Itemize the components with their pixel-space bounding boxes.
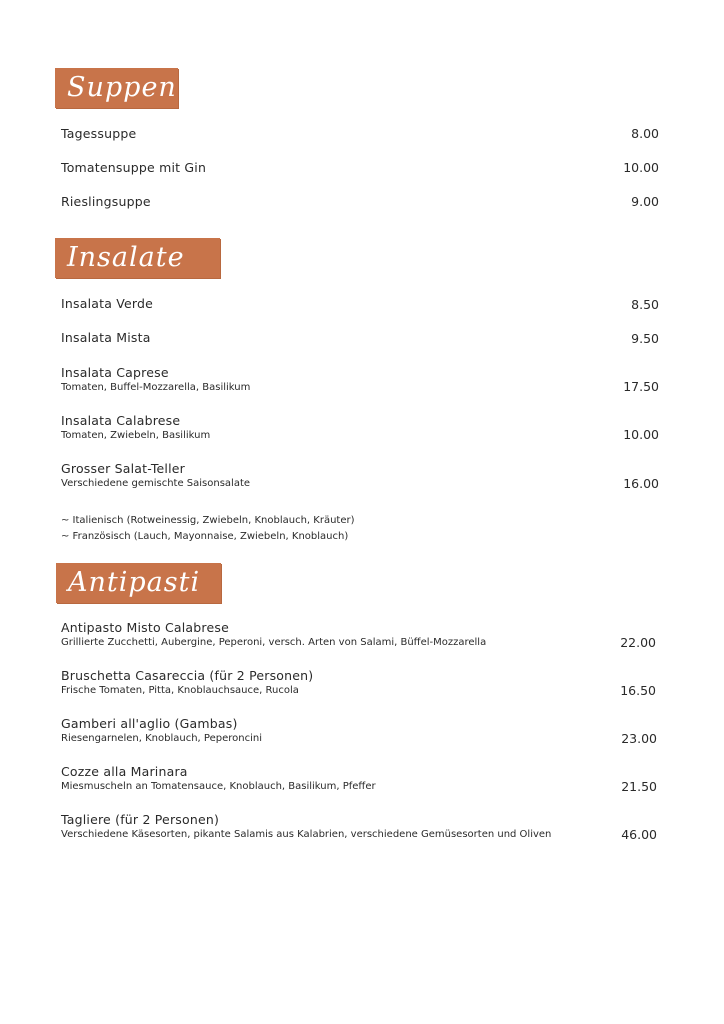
item-price: 46.00 (621, 827, 657, 842)
menu-item (61, 461, 659, 489)
item-description: Tomaten, Buffel-Mozzarella, Basilikum (61, 382, 251, 393)
item-name: Tagliere (für 2 Personen) (61, 812, 220, 827)
section-header-antipasti: Antipasti (56, 563, 221, 603)
dressing-note: ~ Französisch (Lauch, Mayonnaise, Zwiebeln, Knoblauch) (61, 531, 349, 542)
item-name: Insalata Mista (61, 330, 151, 345)
item-name: Gamberi all'aglio (Gambas) (61, 716, 238, 731)
item-name: Bruschetta Casareccia (für 2 Personen) (61, 668, 314, 683)
item-price: 21.50 (621, 779, 657, 794)
item-name: Antipasto Misto Calabrese (61, 620, 229, 635)
item-name: Cozze alla Marinara (61, 764, 188, 779)
item-description: Verschiedene Käsesorten, pikante Salamis aus Kalabrien, verschiedene Gemüsesorten und Oliven (61, 829, 552, 840)
item-description: Verschiedene gemischte Saisonsalate (61, 478, 251, 489)
item-description: Frische Tomaten, Pitta, Knoblauchsauce, Rucola (61, 685, 299, 696)
menu-item (61, 620, 659, 648)
item-price: 8.00 (631, 126, 659, 141)
section-header-insalate: Insalate (55, 238, 220, 278)
item-name: Tagessuppe (61, 126, 137, 141)
menu-item (61, 812, 659, 840)
item-name: Insalata Verde (61, 296, 154, 311)
menu-item (61, 668, 659, 696)
item-price: 8.50 (631, 297, 659, 312)
item-price: 16.50 (620, 683, 656, 698)
item-description: Riesengarnelen, Knoblauch, Peperoncini (61, 733, 262, 744)
item-name: Insalata Caprese (61, 365, 169, 380)
dressing-note: ~ Italienisch (Rotweinessig, Zwiebeln, Knoblauch, Kräuter) (61, 515, 355, 526)
menu-item (61, 365, 659, 393)
menu-item (61, 764, 659, 792)
menu-item (61, 160, 659, 175)
menu-item (61, 716, 659, 744)
item-name: Tomatensuppe mit Gin (61, 160, 207, 175)
item-price: 9.50 (631, 331, 659, 346)
item-price: 9.00 (631, 194, 659, 209)
item-price: 10.00 (623, 427, 659, 442)
item-price: 16.00 (623, 476, 659, 491)
item-name: Rieslingsuppe (61, 194, 151, 209)
section-header-suppen: Suppen (55, 68, 178, 108)
item-price: 17.50 (623, 379, 659, 394)
menu-item (61, 194, 659, 209)
menu-item (61, 413, 659, 441)
menu-item (61, 330, 659, 345)
item-description: Grillierte Zucchetti, Aubergine, Peperoni, versch. Arten von Salami, Büffel-Mozzarella (61, 637, 487, 648)
item-description: Miesmuscheln an Tomatensauce, Knoblauch, Basilikum, Pfeffer (61, 781, 376, 792)
menu-item (61, 126, 659, 141)
menu-item (61, 296, 659, 311)
item-price: 22.00 (620, 635, 656, 650)
item-price: 10.00 (623, 160, 659, 175)
item-description: Tomaten, Zwiebeln, Basilikum (61, 430, 211, 441)
item-price: 23.00 (621, 731, 657, 746)
item-name: Insalata Calabrese (61, 413, 181, 428)
item-name: Grosser Salat-Teller (61, 461, 185, 476)
